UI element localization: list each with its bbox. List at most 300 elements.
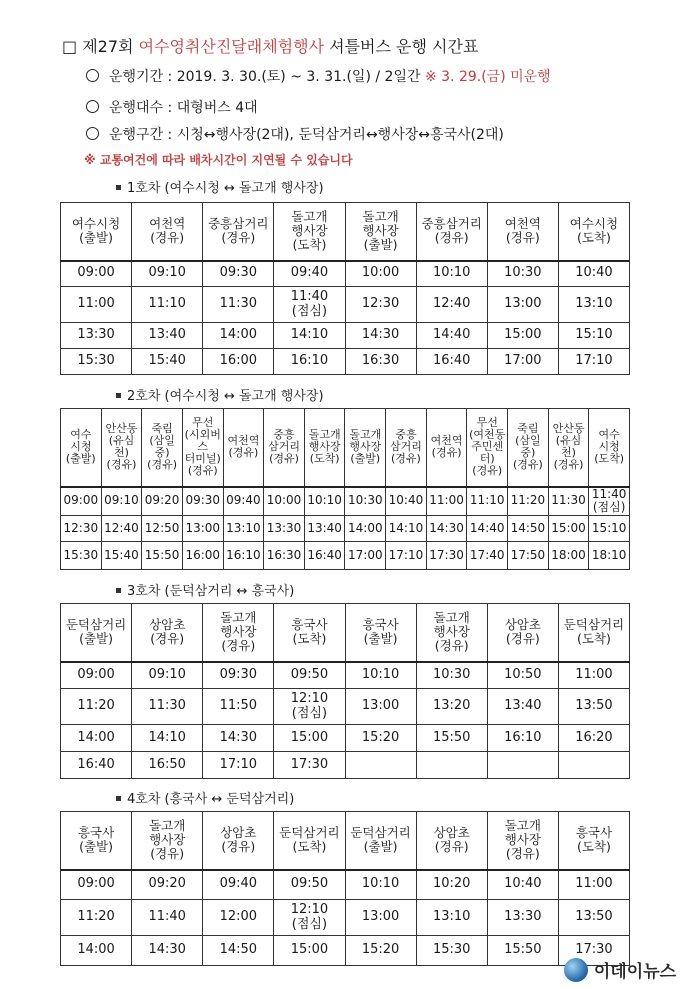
time-cell: [416, 689, 487, 725]
header-line: 행사장: [220, 624, 257, 640]
bus3-timetable: [60, 603, 630, 779]
time-text: 14:30: [361, 327, 400, 343]
time-text: 12:10: [290, 690, 329, 706]
column-header: [264, 409, 305, 487]
table-row: [61, 900, 630, 936]
time-cell: [426, 487, 467, 516]
time-cell: [487, 261, 558, 287]
time-text: 11:20: [77, 698, 115, 714]
time-text: 15:10: [575, 327, 613, 343]
time-cell: [548, 542, 589, 570]
time-text: 16:40: [432, 353, 471, 369]
header-line: 무선: [192, 416, 214, 430]
time-cell: [274, 936, 345, 966]
time-text: 11:30: [148, 698, 186, 714]
column-header: [132, 203, 203, 261]
table-row: [61, 725, 630, 752]
time-text: 16:30: [361, 353, 400, 369]
header-line: (경유): [221, 230, 256, 246]
time-cell: [345, 870, 416, 900]
time-cell: [487, 323, 558, 349]
title-suffix: 셔틀버스 운행 시간표: [324, 37, 479, 56]
column-header: [558, 604, 629, 662]
table-row: [61, 349, 630, 375]
time-text: 11:40: [290, 288, 329, 304]
header-line: 돌고개: [433, 609, 470, 625]
column-header: [203, 812, 274, 870]
header-line: 상암초: [220, 824, 257, 840]
time-cell: [274, 261, 345, 287]
header-line: 여수: [598, 428, 620, 442]
column-header: [345, 203, 416, 261]
header-line: (경유): [150, 230, 185, 246]
time-cell: [558, 323, 629, 349]
time-text: 17:30: [575, 942, 613, 958]
column-header: [223, 409, 264, 487]
time-cell: [558, 870, 629, 900]
time-cell: [264, 516, 305, 542]
time-text: 09:00: [63, 493, 99, 508]
delay-warning: ※ 교통여건에 따라 배차시간이 지연될 수 있습니다: [84, 153, 353, 167]
time-cell: [274, 900, 345, 936]
header-line: (경유): [228, 446, 259, 460]
time-cell: [386, 516, 427, 542]
header-line: (삼일중): [515, 434, 541, 460]
time-text: 12:40: [104, 520, 139, 535]
time-cell: [61, 936, 132, 966]
time-text: 10:00: [361, 265, 400, 281]
time-cell: [508, 487, 549, 516]
time-text: 10:40: [575, 265, 613, 281]
time-text: 14:50: [510, 520, 546, 535]
column-header: [467, 409, 508, 487]
period-text: 운행기간 : 2019. 3. 30.(토) ~ 3. 31.(일) / 2일간: [109, 69, 421, 85]
header-line: (경유): [391, 452, 421, 466]
time-cell: [416, 323, 487, 349]
time-text: 10:10: [432, 265, 471, 281]
time-cell: [487, 689, 558, 725]
column-header: [589, 409, 630, 487]
time-cell: [345, 487, 386, 516]
table-row: [61, 936, 630, 966]
header-line: 행사장: [349, 440, 382, 454]
column-header: [426, 409, 467, 487]
time-cell: [487, 752, 558, 779]
header-line: 행사장: [308, 440, 341, 454]
time-text: (점심): [592, 500, 626, 515]
header-line: 중흥: [273, 428, 295, 442]
column-header: [386, 409, 427, 487]
column-header: [558, 203, 629, 261]
time-text: 10:30: [348, 493, 383, 508]
time-cell: [61, 689, 132, 725]
time-text: 13:50: [575, 909, 613, 925]
header-line: (경유): [505, 230, 540, 246]
bus4-heading-text: 4호차 (흥국사 ↔ 둔덕삼거리): [127, 792, 295, 807]
header-line: 행사장: [433, 624, 470, 640]
header-line: 여천역: [227, 434, 260, 448]
header-line: (출발): [363, 237, 398, 253]
time-cell: [61, 752, 132, 779]
time-text: 10:50: [504, 666, 542, 682]
header-line: (도착): [594, 452, 625, 466]
time-cell: [558, 287, 629, 323]
routes-text: 운행구간 : 시청↔행사장(2대), 둔덕삼거리↔행사장↔흥국사(2대): [109, 127, 504, 143]
circle-bullet-icon: [86, 100, 99, 113]
time-cell: [61, 870, 132, 900]
header-line: (도착): [576, 230, 611, 246]
time-text: 15:40: [148, 353, 186, 369]
header-line: 여천역: [504, 215, 541, 231]
time-cell: [101, 542, 142, 570]
time-text: 09:30: [185, 493, 221, 508]
time-text: 16:50: [148, 756, 186, 772]
bus4-heading: [116, 788, 294, 807]
document-title: [62, 34, 478, 57]
time-cell: [203, 323, 274, 349]
time-cell: [203, 261, 274, 287]
time-cell: [274, 662, 345, 689]
time-cell: [142, 516, 183, 542]
time-cell: [345, 725, 416, 752]
time-cell: [61, 516, 102, 542]
time-text: 10:40: [504, 876, 542, 892]
header-line: (경유): [269, 452, 299, 466]
column-header: [142, 409, 183, 487]
time-text: 09:40: [226, 493, 261, 508]
time-text: 15:30: [63, 547, 99, 562]
logo-text: 이데이뉴스: [593, 962, 676, 982]
time-cell: [132, 287, 203, 323]
time-cell: [416, 287, 487, 323]
column-header: [274, 604, 345, 662]
header-row: [61, 812, 630, 870]
time-cell: [203, 287, 274, 323]
time-text: 18:10: [591, 547, 627, 562]
time-cell: [467, 542, 508, 570]
header-line: 행사장: [291, 223, 328, 239]
time-text: 12:30: [361, 296, 400, 312]
column-header: [101, 409, 142, 487]
header-line: 돌고개: [291, 208, 328, 224]
time-text: 09:50: [290, 666, 329, 682]
column-header: [274, 812, 345, 870]
header-line: (도착): [292, 631, 327, 647]
time-text: 13:30: [77, 327, 115, 343]
header-line: (출발): [79, 839, 114, 855]
time-text: 13:20: [432, 698, 471, 714]
header-line: (경유): [106, 458, 137, 472]
time-cell: [203, 689, 274, 725]
time-cell: [345, 323, 416, 349]
time-cell: [182, 487, 223, 516]
table-row: [61, 487, 630, 516]
bus3-heading-text: 3호차 (둔덕삼거리 ↔ 흥국사): [127, 584, 295, 599]
info-period: [86, 66, 551, 86]
time-cell: [61, 725, 132, 752]
time-cell: [132, 725, 203, 752]
time-text: 09:10: [148, 666, 186, 682]
time-cell: [345, 752, 416, 779]
header-line: (경유): [434, 839, 469, 855]
time-text: 14:30: [429, 520, 464, 535]
time-text: 15:30: [77, 353, 115, 369]
column-header: [304, 409, 345, 487]
header-line: 돌고개: [149, 817, 186, 833]
table-row: [61, 662, 630, 689]
time-text: 15:30: [432, 942, 471, 958]
time-cell: [487, 870, 558, 900]
table-row: [61, 323, 630, 349]
time-text: 13:10: [575, 296, 613, 312]
header-line: 상암초: [433, 824, 470, 840]
time-cell: [548, 487, 589, 516]
time-cell: [345, 542, 386, 570]
column-header: [61, 409, 102, 487]
header-line: (경유): [434, 638, 469, 654]
column-header: [487, 812, 558, 870]
time-text: 13:30: [504, 909, 542, 925]
square-bullet-icon: [116, 588, 121, 593]
time-cell: [203, 349, 274, 375]
column-header: [203, 203, 274, 261]
header-line: 행사장: [149, 832, 186, 848]
time-cell: [487, 349, 558, 375]
time-text: 16:10: [226, 547, 261, 562]
time-cell: [132, 752, 203, 779]
time-text: (점심): [291, 303, 328, 319]
header-line: (경유): [221, 839, 256, 855]
time-text: 17:00: [348, 547, 383, 562]
time-cell: [345, 261, 416, 287]
time-cell: [416, 870, 487, 900]
header-line: 돌고개: [362, 208, 399, 224]
time-cell: [203, 662, 274, 689]
time-text: 09:40: [219, 876, 258, 892]
time-cell: [487, 936, 558, 966]
square-bullet-icon: [116, 393, 121, 398]
table-row: [61, 287, 630, 323]
table-row: [61, 870, 630, 900]
time-cell: [274, 752, 345, 779]
time-cell: [61, 900, 132, 936]
time-cell: [61, 487, 102, 516]
column-header: [416, 812, 487, 870]
globe-icon: [564, 958, 588, 982]
time-cell: [548, 516, 589, 542]
time-text: 10:40: [388, 493, 424, 508]
header-line: (출발): [79, 230, 114, 246]
time-text: 16:40: [77, 756, 115, 772]
time-cell: [132, 349, 203, 375]
time-cell: [61, 287, 132, 323]
time-cell: [589, 542, 630, 570]
time-cell: [304, 542, 345, 570]
time-cell: [558, 725, 629, 752]
time-text: 15:10: [591, 520, 627, 535]
time-cell: [132, 662, 203, 689]
header-line: (경유): [472, 464, 503, 478]
time-cell: [426, 516, 467, 542]
bus2-timetable: [60, 408, 630, 570]
header-row: [61, 409, 630, 487]
time-text: 12:10: [290, 901, 329, 917]
time-cell: [132, 261, 203, 287]
title-highlight: 여수영취산진달래체험행사: [138, 37, 325, 56]
time-text: 17:10: [219, 756, 258, 772]
header-line: 흥국사: [575, 824, 613, 840]
time-text: 11:00: [429, 493, 464, 508]
column-header: [132, 812, 203, 870]
time-cell: [558, 752, 629, 779]
time-text: 16:10: [504, 729, 542, 745]
header-line: (여천동: [469, 428, 506, 442]
time-text: 15:20: [361, 942, 400, 958]
time-text: 17:50: [510, 547, 546, 562]
time-cell: [132, 689, 203, 725]
time-cell: [274, 349, 345, 375]
header-line: (경유): [150, 846, 185, 862]
column-header: [132, 604, 203, 662]
header-line: 상암초: [149, 616, 186, 632]
bus2-heading: [116, 385, 324, 404]
header-line: 상암초: [504, 616, 541, 632]
time-cell: [182, 516, 223, 542]
header-line: (경유): [512, 458, 543, 472]
time-text: 12:50: [144, 520, 180, 535]
table-row: [61, 516, 630, 542]
header-line: 삼거리: [390, 440, 422, 454]
time-text: 16:40: [307, 547, 342, 562]
column-header: [558, 812, 629, 870]
time-text: 13:50: [575, 698, 613, 714]
header-line: (도착): [292, 839, 327, 855]
time-text: 13:40: [504, 698, 542, 714]
header-line: 삼거리: [268, 440, 300, 454]
time-cell: [416, 900, 487, 936]
column-header: [345, 812, 416, 870]
header-line: 여수시청: [71, 215, 121, 231]
time-text: 09:00: [77, 666, 115, 682]
time-text: 09:50: [290, 876, 329, 892]
time-text: 09:30: [219, 265, 258, 281]
time-cell: [203, 936, 274, 966]
time-cell: [182, 542, 223, 570]
column-header: [416, 604, 487, 662]
time-text: 10:10: [361, 876, 400, 892]
time-cell: [508, 516, 549, 542]
header-line: 시청: [598, 440, 620, 454]
bus1-heading: [116, 177, 324, 196]
header-line: 여천역: [149, 215, 186, 231]
square-bullet-icon: [116, 185, 121, 190]
time-text: 14:10: [290, 327, 329, 343]
header-line: 돌고개: [220, 609, 257, 625]
time-cell: [508, 542, 549, 570]
time-text: 13:00: [361, 909, 400, 925]
time-text: 11:00: [575, 666, 613, 682]
time-text: 11:20: [77, 909, 115, 925]
time-text: 14:00: [348, 520, 383, 535]
header-line: 행사장: [504, 832, 541, 848]
time-text: 11:50: [219, 698, 258, 714]
time-text: 14:10: [148, 729, 186, 745]
header-line: 흥국사: [362, 616, 399, 632]
header-line: 둔덕삼거리: [563, 616, 625, 632]
time-text: 15:00: [551, 520, 586, 535]
time-cell: [101, 487, 142, 516]
column-header: [487, 604, 558, 662]
time-text: 14:10: [388, 520, 424, 535]
column-header: [345, 604, 416, 662]
time-text: 16:00: [185, 547, 221, 562]
time-text: 15:00: [290, 729, 329, 745]
time-text: 17:30: [429, 547, 464, 562]
time-cell: [558, 662, 629, 689]
time-text: 15:00: [290, 942, 329, 958]
header-line: (출발): [363, 839, 398, 855]
time-cell: [416, 261, 487, 287]
table-row: [61, 689, 630, 725]
time-text: 13:40: [307, 520, 342, 535]
time-text: 15:40: [104, 547, 139, 562]
time-cell: [558, 689, 629, 725]
time-text: 13:40: [148, 327, 186, 343]
square-bullet-icon: [116, 796, 121, 801]
column-header: [61, 203, 132, 261]
time-cell: [589, 516, 630, 542]
header-line: 죽림: [151, 422, 173, 436]
time-text: 10:20: [432, 876, 471, 892]
circle-bullet-icon: [86, 127, 99, 140]
time-text: 16:30: [266, 547, 302, 562]
header-line: 돌고개: [349, 428, 382, 442]
time-cell: [274, 689, 345, 725]
header-line: (출발): [363, 631, 398, 647]
time-text: 16:10: [290, 353, 329, 369]
time-text: 15:50: [144, 547, 180, 562]
header-line: 무선: [476, 416, 498, 430]
time-text: 15:50: [504, 942, 542, 958]
time-text: 10:30: [504, 265, 542, 281]
time-text: 17:40: [469, 547, 505, 562]
time-cell: [345, 662, 416, 689]
time-text: (점심): [291, 916, 328, 932]
header-line: 중흥삼거리: [208, 215, 269, 231]
time-text: 12:30: [63, 520, 99, 535]
header-line: (삼일중): [149, 434, 175, 460]
time-cell: [142, 542, 183, 570]
time-cell: [203, 900, 274, 936]
time-cell: [345, 349, 416, 375]
time-text: 09:00: [77, 265, 115, 281]
column-header: [345, 409, 386, 487]
column-header: [182, 409, 223, 487]
column-header: [61, 812, 132, 870]
header-line: (경유): [505, 846, 540, 862]
column-header: [61, 604, 132, 662]
header-line: (유심천): [108, 434, 135, 460]
time-text: 13:00: [504, 296, 542, 312]
time-cell: [61, 542, 102, 570]
header-line: 흥국사: [291, 616, 328, 632]
header-line: (경유): [553, 458, 584, 472]
time-text: 12:00: [219, 909, 258, 925]
info-routes: [86, 124, 504, 144]
time-cell: [223, 542, 264, 570]
time-text: 11:20: [510, 493, 546, 508]
time-cell: [589, 487, 630, 516]
